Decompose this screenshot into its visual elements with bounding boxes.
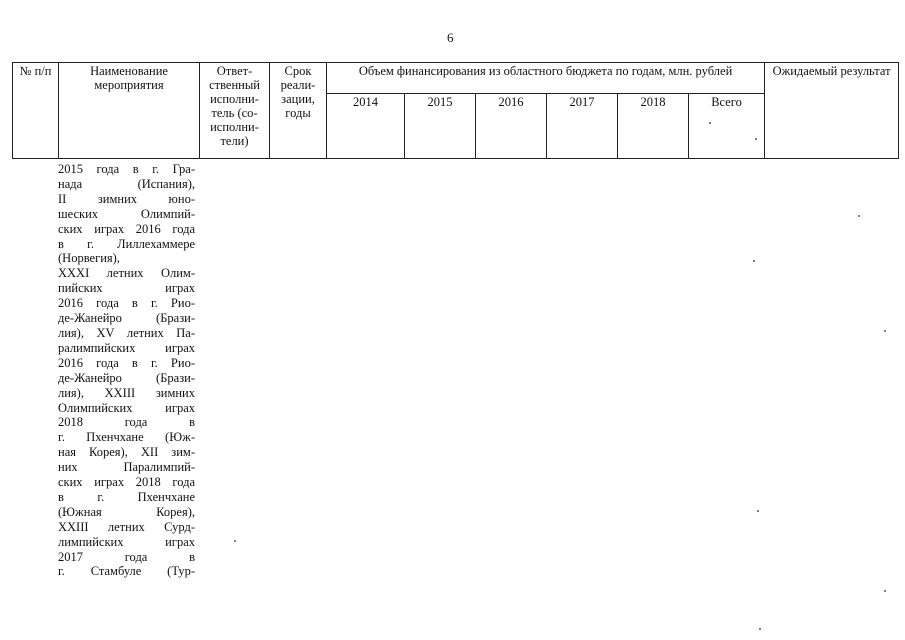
scan-speck [757,510,759,512]
scan-speck [858,215,860,217]
body-text-line: них Паралимпий- [58,460,195,475]
body-text-line: ских играх 2018 года [58,475,195,490]
body-text-line: шеских Олимпий- [58,206,195,221]
body-text-line: 2015 года в г. Гра- [58,162,195,176]
year-header-2016: 2016 [476,94,547,159]
scan-speck [753,260,755,262]
col-header-name: Наименование мероприятия [59,63,200,159]
event-name-continuation [58,162,195,579]
page-number: 6 [447,30,454,45]
body-text-line: ралимпийских играх [58,340,195,355]
body-text-line: лия), XXIII зимних [58,385,195,400]
scan-speck [884,330,886,332]
scan-speck [884,590,886,592]
body-text-line: де-Жанейро (Брази- [58,311,195,326]
col-header-result: Ожидаемый результат [765,63,899,159]
body-text-line: лия), XV летних Па- [58,325,195,340]
body-text-line: XXIII летних Сурд- [58,519,195,534]
scan-speck [759,628,761,630]
year-header-2014: 2014 [327,94,405,159]
body-text-line: де-Жанейро (Брази- [58,370,195,385]
body-text-line: 2016 года в г. Рио- [58,296,195,311]
col-header-financing: Объем финансирования из областного бюджета по годам, млн. рублей [327,63,765,94]
col-header-term: Срок реали-зации, годы [270,63,327,159]
scan-speck [755,138,757,140]
body-text-line: пийских играх [58,281,195,296]
body-text-line: 2018 года в [58,415,195,430]
year-header-total: Всего [689,94,765,159]
body-text-line: ная Корея), XII зим- [58,445,195,460]
body-text-line: (Южная Корея), [58,504,195,519]
col-header-number: № п/п [13,63,59,159]
body-text-line: г. Стамбуле (Тур- [58,564,195,579]
body-text-line: XXXI летних Олим- [58,266,195,281]
body-text-line: (Норвегия), [58,251,120,266]
scan-speck [234,540,236,542]
body-text-line: г. Пхенчхане (Юж- [58,430,195,445]
year-header-2015: 2015 [405,94,476,159]
body-text-line: Олимпийских играх [58,400,195,415]
body-text-line: лимпийских играх [58,534,195,549]
financing-table-header [12,62,899,159]
year-header-2017: 2017 [547,94,618,159]
body-text-line: в г. Лиллехаммере [58,236,195,251]
scan-speck [709,122,711,124]
year-header-2018: 2018 [618,94,689,159]
body-text-line: в г. Пхенчхане [58,489,195,504]
body-text-line: 2016 года в г. Рио- [58,355,195,370]
body-text-line: 2017 года в [58,549,195,564]
body-text-line: нада (Испания), [58,176,195,191]
body-text-line: ских играх 2016 года [58,221,195,236]
body-text-line: II зимних юно- [58,191,195,206]
col-header-executor: Ответ-ственный исполни-тель (со-исполни-тели) [200,63,270,159]
